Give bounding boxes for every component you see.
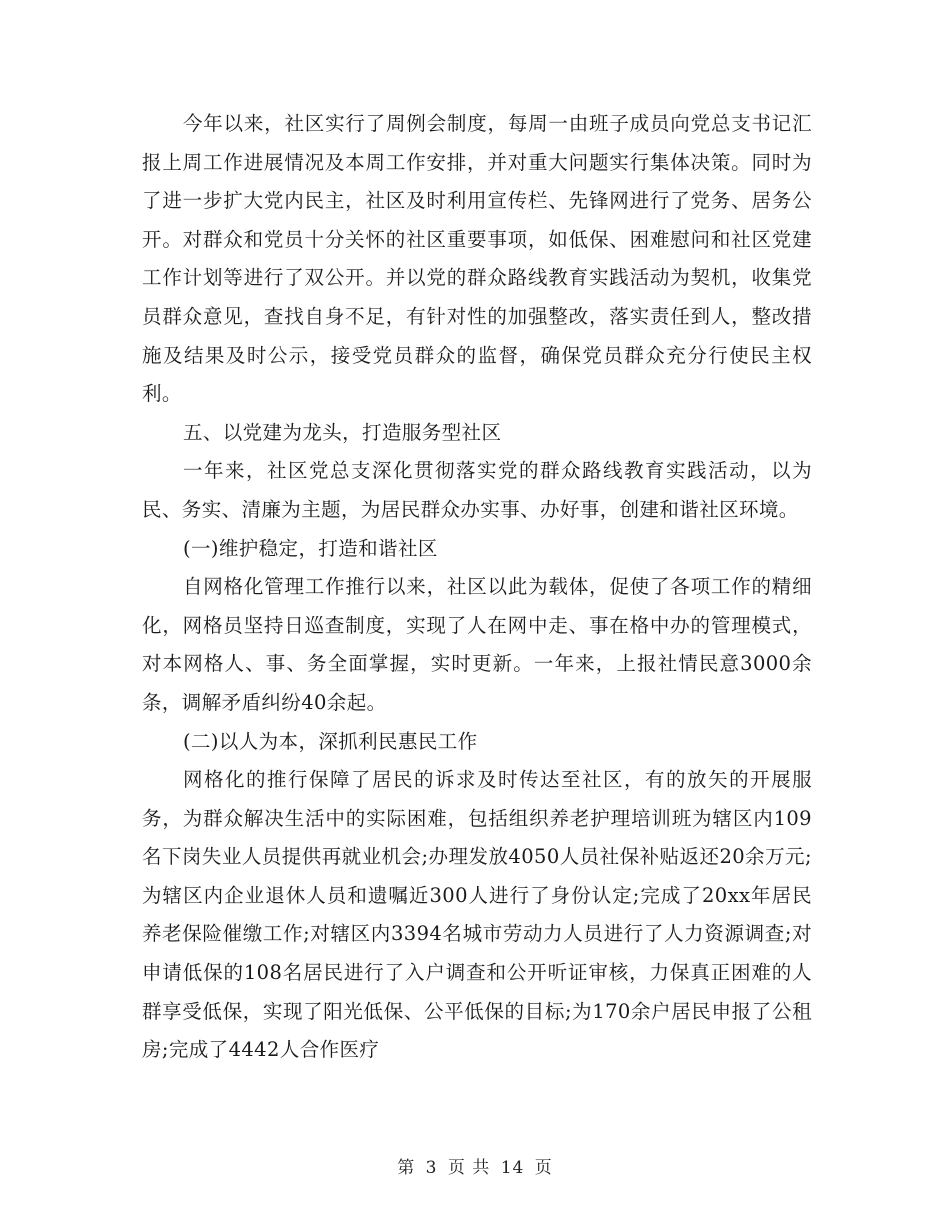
page-footer (0, 1153, 950, 1178)
paragraph-welfare-work: 网格化的推行保障了居民的诉求及时传达至社区，有的放矢的开展服务，为群众解决生活中的实际困难，包括组织养老护理培训班为辖区内109名下岗失业人员提供再就业机会;办理发放4050人员社保补贴返还20余万元;为辖区内企业退休人员和遗嘱近300人进行了身份认定;完成了20xx年居民养老保险催缴工作;对辖区内3394名城市劳动力人员进行了人力资源调查;对申请低保的108名居民进行了入户调查和公开听证审核，力保真正困难的人群享受低保，实现了阳光低保、公平低保的目标;为170余户居民申报了公租房;完成了4442人合作医疗 (142, 768, 812, 1062)
document-body (142, 105, 812, 1070)
current-page-number: 3 (425, 1158, 438, 1178)
total-pages-number: 14 (500, 1158, 525, 1178)
footer-middle: 页 共 (447, 1158, 491, 1178)
subsection-heading-1: (一)维护稳定，打造和谐社区 (182, 536, 438, 560)
section-heading-5: 五、以党建为龙头，打造服务型社区 (182, 420, 502, 444)
paragraph-service-intro: 一年来，社区党总支深化贯彻落实党的群众路线教育实践活动，以为民、务实、清廉为主题，为居民群众办实事、办好事，创建和谐社区环境。 (142, 459, 812, 521)
footer-suffix: 页 (534, 1158, 553, 1178)
footer-prefix: 第 (397, 1158, 416, 1178)
subsection-heading-2: (二)以人为本，深抓利民惠民工作 (182, 729, 478, 753)
paragraph-weekly-meeting: 今年以来，社区实行了周例会制度，每周一由班子成员向党总支书记汇报上周工作进展情况及本周工作安排，并对重大问题实行集体决策。同时为了进一步扩大党内民主，社区及时利用宣传栏、先锋网进行了党务、居务公开。对群众和党员十分关怀的社区重要事项，如低保、困难慰问和社区党建工作计划等进行了双公开。并以党的群众路线教育实践活动为契机，收集党员群众意见，查找自身不足，有针对性的加强整改，落实责任到人，整改措施及结果及时公示，接受党员群众的监督，确保党员群众充分行使民主权利。 (142, 112, 812, 406)
paragraph-grid-management: 自网格化管理工作推行以来，社区以此为载体，促使了各项工作的精细化，网格员坚持日巡查制度，实现了人在网中走、事在格中办的管理模式，对本网格人、事、务全面掌握，实时更新。一年来，上报社情民意3000余条，调解矛盾纠纷40余起。 (142, 575, 812, 714)
